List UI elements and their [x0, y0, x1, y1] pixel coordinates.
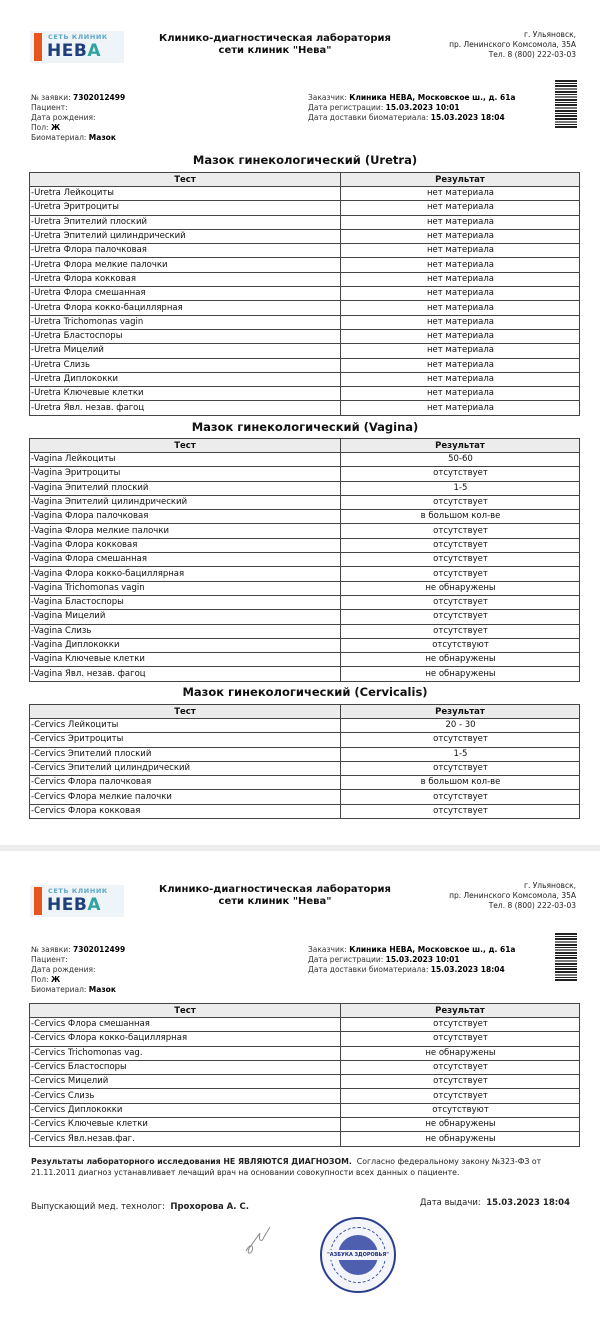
- registration-label: Дата регистрации:: [308, 955, 384, 964]
- logo-small-text: СЕТЬ КЛИНИК: [48, 887, 108, 895]
- delivery-value: 15.03.2023 18:04: [430, 965, 505, 974]
- table-row: [30, 244, 580, 258]
- test-name: -Cervics Флора кокко-бациллярная: [30, 1032, 341, 1046]
- test-name: -Vagina Диплококки: [30, 638, 341, 652]
- test-result: нет материала: [341, 315, 580, 329]
- test-result: нет материала: [341, 258, 580, 272]
- table-row: [30, 329, 580, 343]
- table-row: [30, 624, 580, 638]
- test-name: -Uretra Флора смешанная: [30, 287, 341, 301]
- table-row: [30, 344, 580, 358]
- test-name: -Cervics Флора мелкие палочки: [30, 790, 341, 804]
- test-result: отсутствуют: [341, 638, 580, 652]
- test-result: нет материала: [341, 329, 580, 343]
- order-number-row: [31, 93, 125, 103]
- test-result: нет материала: [341, 187, 580, 201]
- column-header-test: Тест: [30, 705, 341, 719]
- customer-row: [308, 945, 515, 955]
- birth-label: Дата рождения:: [31, 965, 96, 974]
- test-name: -Uretra Ключевые клетки: [30, 387, 341, 401]
- delivery-value: 15.03.2023 18:04: [430, 113, 505, 122]
- table-row: [30, 301, 580, 315]
- test-result: нет материала: [341, 244, 580, 258]
- clinic-logo: [30, 885, 124, 917]
- table-row: [30, 467, 580, 481]
- test-result: не обнаружены: [341, 653, 580, 667]
- test-name: -Uretra Эпителий плоский: [30, 215, 341, 229]
- test-result: 1-5: [341, 481, 580, 495]
- test-name: -Uretra Эритроциты: [30, 201, 341, 215]
- table-header: [30, 439, 580, 453]
- test-result: отсутствует: [341, 790, 580, 804]
- table-row: [30, 187, 580, 201]
- table-row: [30, 776, 580, 790]
- technologist-label: Выпускающий мед. технолог:: [31, 1202, 165, 1212]
- table-row: [30, 581, 580, 595]
- test-name: -Vagina Явл. незав. фагоц: [30, 667, 341, 681]
- test-name: -Cervics Флора кокковая: [30, 804, 341, 818]
- order-info: [308, 945, 515, 975]
- test-result: нет материала: [341, 358, 580, 372]
- lab-address: [376, 30, 576, 60]
- table-row: [30, 1018, 580, 1032]
- table-header: [30, 705, 580, 719]
- table-row: [30, 258, 580, 272]
- table-header: [30, 1004, 580, 1018]
- logo-big-main: НЕВ: [47, 895, 88, 915]
- test-result: отсутствует: [341, 1018, 580, 1032]
- order-number-row: [31, 945, 125, 955]
- patient-label: Пациент:: [31, 103, 68, 112]
- test-result: нет материала: [341, 272, 580, 286]
- delivery-label: Дата доставки биоматериала:: [308, 113, 429, 122]
- lab-title-line2: сети клиник "Нева": [218, 896, 332, 907]
- table-row: [30, 287, 580, 301]
- address-city: г. Ульяновск,: [524, 30, 576, 39]
- test-result: отсутствует: [341, 595, 580, 609]
- test-name: -Vagina Бластоспоры: [30, 595, 341, 609]
- lab-title: [150, 884, 400, 908]
- table-row: [30, 653, 580, 667]
- test-name: -Cervics Эпителий плоский: [30, 747, 341, 761]
- table-row: [30, 667, 580, 681]
- biomaterial-value: Мазок: [88, 985, 116, 994]
- table-row: [30, 1046, 580, 1060]
- column-header-test: Тест: [30, 173, 341, 187]
- customer-label: Заказчик:: [308, 93, 347, 102]
- test-name: -Cervics Диплококки: [30, 1103, 341, 1117]
- column-header-result: Результат: [341, 173, 580, 187]
- test-name: -Vagina Эпителий плоский: [30, 481, 341, 495]
- test-result: нет материала: [341, 387, 580, 401]
- sex-row: [31, 975, 125, 985]
- patient-row: [31, 103, 125, 113]
- patient-label: Пациент:: [31, 955, 68, 964]
- table-row: [30, 358, 580, 372]
- registration-value: 15.03.2023 10:01: [385, 955, 460, 964]
- test-result: не обнаружены: [341, 1046, 580, 1060]
- clinic-logo: [30, 31, 124, 63]
- registration-value: 15.03.2023 10:01: [385, 103, 460, 112]
- delivery-label: Дата доставки биоматериала:: [308, 965, 429, 974]
- test-name: -Vagina Слизь: [30, 624, 341, 638]
- issue-date: [420, 1198, 570, 1208]
- biomaterial-row: [31, 985, 125, 995]
- test-result: не обнаружены: [341, 1118, 580, 1132]
- table-row: [30, 538, 580, 552]
- test-result: отсутствует: [341, 624, 580, 638]
- technologist: [31, 1202, 249, 1212]
- disclaimer-text: Согласно федеральному закону №323-ФЗ от 21.11.2011 диагноз устанавливает лечащий врач на основании совокупности всех данных о пациенте.: [31, 1157, 542, 1177]
- test-name: -Vagina Флора кокко-бациллярная: [30, 567, 341, 581]
- section-title-cervicalis: Мазок гинекологический (Cervicalis): [182, 685, 428, 699]
- test-result: отсутствует: [341, 1032, 580, 1046]
- test-result: в большом кол-ве: [341, 776, 580, 790]
- biomaterial-value: Мазок: [88, 133, 116, 142]
- test-name: -Uretra Диплококки: [30, 372, 341, 386]
- test-name: -Vagina Ключевые клетки: [30, 653, 341, 667]
- test-result: отсутствует: [341, 610, 580, 624]
- test-name: -Cervics Флора палочковая: [30, 776, 341, 790]
- order-label: № заявки:: [31, 93, 71, 102]
- column-header-test: Тест: [30, 1004, 341, 1018]
- order-info: [308, 93, 515, 123]
- barcode-icon: [555, 80, 577, 129]
- order-number: 7302012499: [73, 945, 126, 954]
- logo-big-text: [47, 895, 101, 915]
- patient-info: [31, 945, 125, 995]
- test-name: -Cervics Слизь: [30, 1089, 341, 1103]
- test-name: -Uretra Лейкоциты: [30, 187, 341, 201]
- results-table-cervicalis: [29, 704, 580, 819]
- test-name: -Vagina Эритроциты: [30, 467, 341, 481]
- test-result: отсутствует: [341, 1075, 580, 1089]
- patient-row: [31, 955, 125, 965]
- registration-row: [308, 955, 515, 965]
- table-row: [30, 595, 580, 609]
- test-result: нет материала: [341, 215, 580, 229]
- table-row: [30, 481, 580, 495]
- test-name: -Uretra Trichomonas vagin: [30, 315, 341, 329]
- sex-label: Пол:: [31, 123, 49, 132]
- test-name: -Vagina Флора кокковая: [30, 538, 341, 552]
- test-name: -Cervics Лейкоциты: [30, 719, 341, 733]
- test-result: 50-60: [341, 453, 580, 467]
- table-row: [30, 1089, 580, 1103]
- stamp-icon: [320, 1217, 396, 1293]
- lab-title-line1: Клинико-диагностическая лаборатория: [159, 33, 391, 44]
- test-name: -Cervics Эритроциты: [30, 733, 341, 747]
- lab-title-line1: Клинико-диагностическая лаборатория: [159, 884, 391, 895]
- results-table-vagina: [29, 438, 580, 682]
- test-name: -Uretra Флора палочковая: [30, 244, 341, 258]
- results-table-cervicalis-continued: [29, 1003, 580, 1147]
- section-title-uretra: Мазок гинекологический (Uretra): [192, 153, 418, 167]
- table-row: [30, 719, 580, 733]
- table-row: [30, 1075, 580, 1089]
- column-header-test: Тест: [30, 439, 341, 453]
- table-row: [30, 201, 580, 215]
- lab-address: [376, 881, 576, 911]
- sex-value: Ж: [50, 123, 61, 132]
- registration-row: [308, 103, 515, 113]
- test-name: -Cervics Флора смешанная: [30, 1018, 341, 1032]
- test-result: отсутствует: [341, 1089, 580, 1103]
- test-name: -Vagina Лейкоциты: [30, 453, 341, 467]
- test-result: отсутствует: [341, 1060, 580, 1074]
- logo-bar: [34, 887, 42, 915]
- test-name: -Cervics Бластоспоры: [30, 1060, 341, 1074]
- table-row: [30, 215, 580, 229]
- biomaterial-label: Биоматериал:: [31, 985, 87, 994]
- test-result: в большом кол-ве: [341, 510, 580, 524]
- test-name: -Cervics Trichomonas vag.: [30, 1046, 341, 1060]
- registration-label: Дата регистрации:: [308, 103, 384, 112]
- stamp-text: "АЗБУКА ЗДОРОВЬЯ": [324, 1250, 392, 1260]
- birth-label: Дата рождения:: [31, 113, 96, 122]
- biomaterial-row: [31, 133, 125, 143]
- results-table-uretra: [29, 172, 580, 416]
- test-result: 1-5: [341, 747, 580, 761]
- birth-date-row: [31, 965, 125, 975]
- test-result: нет материала: [341, 372, 580, 386]
- address-city: г. Ульяновск,: [524, 881, 576, 890]
- column-header-result: Результат: [341, 439, 580, 453]
- test-result: нет материала: [341, 301, 580, 315]
- test-result: отсутствует: [341, 553, 580, 567]
- table-row: [30, 733, 580, 747]
- table-row: [30, 553, 580, 567]
- logo-bar: [34, 33, 42, 61]
- table-row: [30, 747, 580, 761]
- biomaterial-label: Биоматериал:: [31, 133, 87, 142]
- table-row: [30, 453, 580, 467]
- customer-value: Клиника НЕВА, Московское ш., д. 61а: [349, 945, 516, 954]
- lab-title-line2: сети клиник "Нева": [218, 45, 332, 56]
- customer-value: Клиника НЕВА, Московское ш., д. 61а: [349, 93, 516, 102]
- test-name: -Vagina Эпителий цилиндрический: [30, 495, 341, 509]
- table-row: [30, 524, 580, 538]
- customer-row: [308, 93, 515, 103]
- test-name: -Cervics Явл.незав.фаг.: [30, 1132, 341, 1146]
- table-row: [30, 761, 580, 775]
- test-result: нет материала: [341, 229, 580, 243]
- test-name: -Uretra Бластоспоры: [30, 329, 341, 343]
- test-name: -Cervics Мицелий: [30, 1075, 341, 1089]
- delivery-row: [308, 965, 515, 975]
- table-row: [30, 1103, 580, 1117]
- table-row: [30, 229, 580, 243]
- test-name: -Uretra Флора кокко-бациллярная: [30, 301, 341, 315]
- report-page-2: [0, 851, 600, 1332]
- test-name: -Vagina Флора мелкие палочки: [30, 524, 341, 538]
- test-result: отсутствует: [341, 804, 580, 818]
- logo-big-main: НЕВ: [47, 41, 88, 61]
- test-result: отсутствует: [341, 538, 580, 552]
- table-row: [30, 804, 580, 818]
- table-row: [30, 1032, 580, 1046]
- table-row: [30, 372, 580, 386]
- table-row: [30, 272, 580, 286]
- test-result: не обнаружены: [341, 581, 580, 595]
- issue-date-label: Дата выдачи:: [419, 1198, 481, 1208]
- delivery-row: [308, 113, 515, 123]
- table-row: [30, 1118, 580, 1132]
- test-name: -Uretra Флора мелкие палочки: [30, 258, 341, 272]
- table-row: [30, 638, 580, 652]
- table-row: [30, 387, 580, 401]
- sex-row: [31, 123, 125, 133]
- test-name: -Cervics Эпителий цилиндрический: [30, 761, 341, 775]
- section-title-vagina: Мазок гинекологический (Vagina): [191, 420, 419, 434]
- table-row: [30, 401, 580, 415]
- table-row: [30, 510, 580, 524]
- test-name: -Uretra Явл. незав. фагоц: [30, 401, 341, 415]
- test-name: -Uretra Эпителий цилиндрический: [30, 229, 341, 243]
- test-name: -Vagina Мицелий: [30, 610, 341, 624]
- test-result: нет материала: [341, 344, 580, 358]
- test-result: не обнаружены: [341, 667, 580, 681]
- test-result: 20 - 30: [341, 719, 580, 733]
- table-header: [30, 173, 580, 187]
- test-result: отсутствует: [341, 567, 580, 581]
- test-result: не обнаружены: [341, 1132, 580, 1146]
- signature-icon: [240, 1223, 280, 1259]
- test-result: нет материала: [341, 401, 580, 415]
- logo-big-text: [47, 41, 101, 61]
- sex-label: Пол:: [31, 975, 49, 984]
- test-result: отсутствуют: [341, 1103, 580, 1117]
- address-phone: Тел. 8 (800) 222-03-03: [488, 50, 576, 59]
- issue-date-value: 15.03.2023 18:04: [486, 1198, 570, 1208]
- test-result: отсутствует: [341, 524, 580, 538]
- table-row: [30, 790, 580, 804]
- disclaimer: [31, 1156, 571, 1178]
- order-number: 7302012499: [73, 93, 126, 102]
- address-street: пр. Ленинского Комсомола, 35А: [449, 40, 576, 49]
- order-label: № заявки:: [31, 945, 71, 954]
- test-name: -Vagina Флора палочковая: [30, 510, 341, 524]
- logo-big-accent: А: [87, 895, 101, 915]
- technologist-name: Прохорова А. С.: [170, 1202, 249, 1212]
- test-name: -Uretra Слизь: [30, 358, 341, 372]
- table-row: [30, 567, 580, 581]
- test-name: -Cervics Ключевые клетки: [30, 1118, 341, 1132]
- test-result: отсутствует: [341, 761, 580, 775]
- table-row: [30, 1060, 580, 1074]
- logo-small-text: СЕТЬ КЛИНИК: [48, 33, 108, 41]
- lab-title: [150, 33, 400, 57]
- logo-big-accent: А: [87, 41, 101, 61]
- test-result: нет материала: [341, 201, 580, 215]
- test-result: отсутствует: [341, 733, 580, 747]
- test-result: отсутствует: [341, 495, 580, 509]
- address-phone: Тел. 8 (800) 222-03-03: [488, 901, 576, 910]
- column-header-result: Результат: [341, 1004, 580, 1018]
- table-row: [30, 315, 580, 329]
- address-street: пр. Ленинского Комсомола, 35А: [449, 891, 576, 900]
- test-name: -Vagina Trichomonas vagin: [30, 581, 341, 595]
- test-result: нет материала: [341, 287, 580, 301]
- customer-label: Заказчик:: [308, 945, 347, 954]
- table-row: [30, 610, 580, 624]
- test-name: -Uretra Флора кокковая: [30, 272, 341, 286]
- sex-value: Ж: [50, 975, 61, 984]
- disclaimer-bold: Результаты лабораторного исследования НЕ ЯВЛЯЮТСЯ ДИАГНОЗОМ.: [31, 1157, 352, 1166]
- barcode-icon: [555, 933, 577, 982]
- test-result: отсутствует: [341, 467, 580, 481]
- birth-date-row: [31, 113, 125, 123]
- column-header-result: Результат: [341, 705, 580, 719]
- table-row: [30, 1132, 580, 1146]
- test-name: -Vagina Флора смешанная: [30, 553, 341, 567]
- table-row: [30, 495, 580, 509]
- patient-info: [31, 93, 125, 143]
- test-name: -Uretra Мицелий: [30, 344, 341, 358]
